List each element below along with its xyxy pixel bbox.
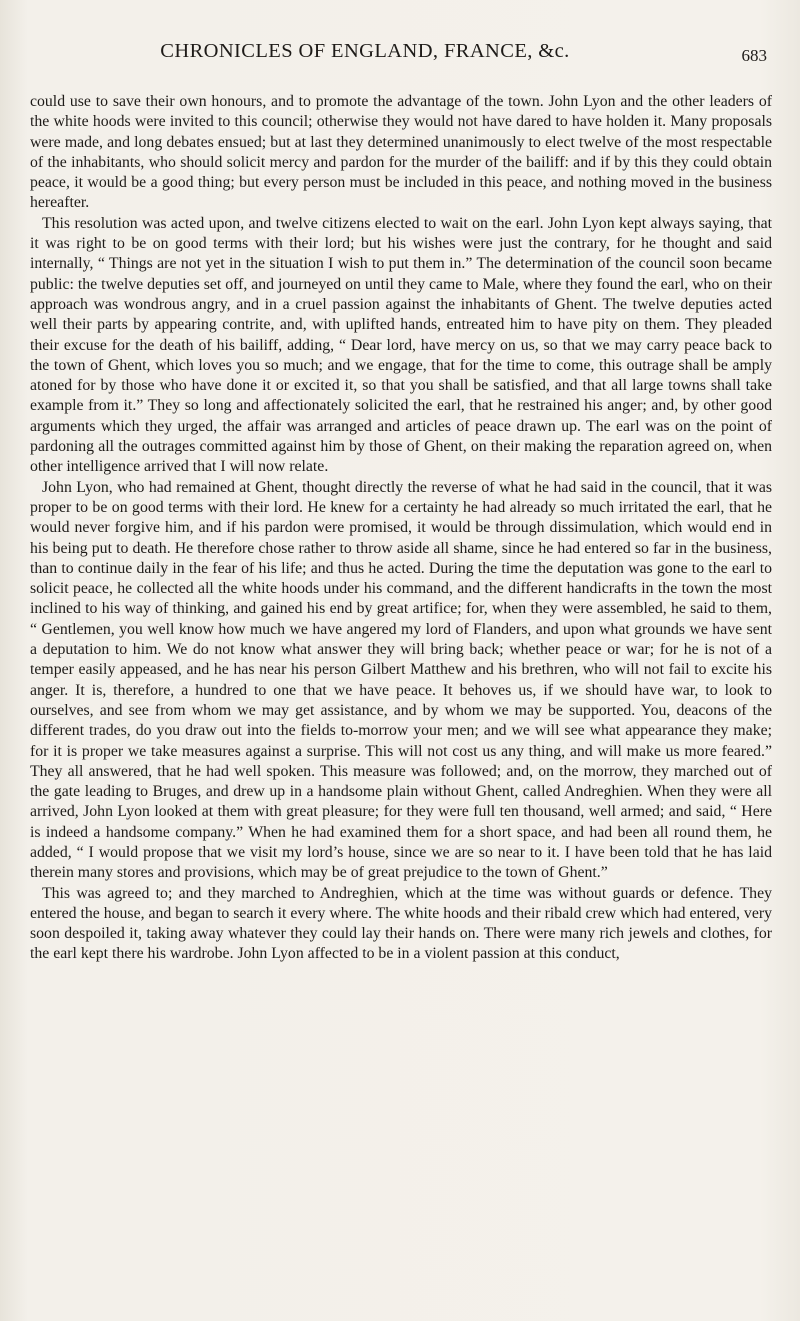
- paragraph: This resolution was acted upon, and twelve citizens elected to wait on the earl. John Lyon kept always saying, that it was right to be on good terms with their lord; but his wishes were just the contrary, for he thought and said internally, “ Things are not yet in the situation I wish to put them in.” The determination of the council soon became public: the twelve deputies set off, and journeyed on until they came to Male, where they found the earl, who on their approach was wondrous angry, and in a cruel passion against the inhabitants of Ghent. The twelve deputies acted well their parts by appearing contrite, and, with uplifted hands, entreated him to have pity on them. They pleaded their excuse for the death of his bailiff, adding, “ Dear lord, have mercy on us, so that we may carry peace back to the town of Ghent, which loves you so much; and we engage, that for the time to come, this outrage shall be amply atoned for by those who have done it or excited it, so that you shall be satisfied, and that all large towns shall take example from it.” They so long and affectionately solicited the earl, that he restrained his anger; and, by other good arguments which they urged, the affair was arranged and articles of peace drawn up. The earl was on the point of pardoning all the outrages committed against him by those of Ghent, on their making the reparation agreed on, when other intelligence arrived that I will now relate.: [30, 214, 772, 476]
- page-number: 683: [741, 46, 767, 65]
- paragraph: John Lyon, who had remained at Ghent, thought directly the reverse of what he had said in the council, that it was proper to be on good terms with their lord. He knew for a certainty he had already so much irritated the earl, that he would never forgive him, and if his pardon were promised, it would be through dissimulation, which would end in his being put to death. He therefore chose rather to throw aside all shame, since he had entered so far in the business, than to continue daily in the fear of his life; and thus he acted. During the time the deputation was gone to the earl to solicit peace, he collected all the white hoods under his command, and the different handicrafts in the town the most inclined to his way of thinking, and gained his end by great artifice; for, when they were assembled, he said to them, “ Gentlemen, you well know how much we have angered my lord of Flanders, and upon what grounds we have sent a deputation to him. We do not know what answer they will bring back; whether peace or war; for he is not of a temper easily appeased, and he has near his person Gilbert Matthew and his brethren, who will not fail to excite his anger. It is, therefore, a hundred to one that we have peace. It behoves us, if we should have war, to look to ourselves, and see from whom we may get assistance, and by whom we may be supported. You, deacons of the different trades, do you draw out into the fields to-morrow your men; and we will see what appearance they make; for it is proper we take measures against a surprise. This will not cost us any thing, and will make us more feared.” They all answered, that he had well spoken. This measure was followed; and, on the morrow, they marched out of the gate leading to Bruges, and drew up in a handsome plain without Ghent, called Andreghien. When they were all arrived, John Lyon looked at them with great pleasure; for they were full ten thousand, well armed; and said, “ Here is indeed a handsome company.” When he had examined them for a short space, and had been all round them, he added, “ I would propose that we visit my lord’s house, since we are so near to it. I have been told that he has laid therein many stores and provisions, which may be of great prejudice to the town of Ghent.”: [30, 478, 772, 882]
- paragraph: could use to save their own honours, and to promote the advantage of the town. John Lyon and the other leaders of the white hoods were invited to this council; otherwise they would not have dared to have holden it. Many proposals were made, and long debates ensued; but at last they determined unanimously to elect twelve of the most respectable of the inhabitants, who should solicit mercy and pardon for the murder of the bailiff: and if by this they could obtain peace, it would be a good thing; but every person must be included in this peace, and nothing moved in the business hereafter.: [30, 93, 772, 212]
- paragraph: This was agreed to; and they marched to Andreghien, which at the time was without guards or defence. They entered the house, and began to search it every where. The white hoods and their ribald crew which had entered, very soon despoiled it, taking away whatever they could lay their hands on. There were many rich jewels and clothes, for the earl kept there his wardrobe. John Lyon affected to be in a violent passion at this conduct,: [30, 884, 772, 963]
- running-title: CHRONICLES OF ENGLAND, FRANCE, &c.: [160, 40, 570, 62]
- body-text: [30, 92, 772, 965]
